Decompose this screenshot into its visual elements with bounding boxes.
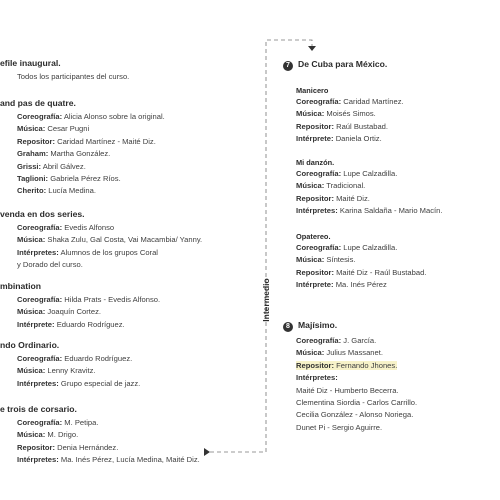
sub-item <box>283 85 500 146</box>
credit-line-content <box>17 162 86 171</box>
credit-label: Repositor: <box>296 267 334 277</box>
credit-line-content <box>17 235 202 244</box>
credit-line-content <box>17 248 158 257</box>
credit-value: Raúl Bustabad. <box>336 121 389 131</box>
credit-value: Lucía Medina. <box>48 186 96 196</box>
credit-line-content <box>296 194 370 203</box>
credit-label: Repositor: <box>17 442 55 452</box>
credit-line-content <box>296 255 356 264</box>
credit-line-content <box>296 336 376 345</box>
credit-label: Intérpretes: <box>17 455 59 465</box>
credit-line-content <box>296 181 365 190</box>
credit-label: Música: <box>17 366 46 376</box>
credit-label: Intérpretes: <box>296 206 338 216</box>
credit-line <box>0 136 262 148</box>
credit-label: Coreografía: <box>17 354 63 363</box>
credit-label: Música: <box>17 307 46 317</box>
credit-line-content <box>17 174 121 183</box>
program-item-title: mbination <box>0 281 42 291</box>
credit-label: Taglioni: <box>17 174 49 184</box>
credit-line-content <box>17 223 114 232</box>
credit-line-content <box>17 112 165 121</box>
program-item-title: venda en dos series. <box>0 209 85 219</box>
credit-value: Martha González. <box>50 149 111 159</box>
intermedio-label: Intermedio <box>261 278 271 322</box>
credit-line <box>0 353 262 365</box>
credit-line <box>0 259 262 271</box>
credit-line <box>0 417 262 429</box>
credit-line-content <box>296 280 387 289</box>
credit-line-content <box>296 410 413 419</box>
credit-value: Ma. Inés Pérez, Lucía Medina, Maité Diz. <box>60 455 200 465</box>
credit-line <box>283 397 500 409</box>
credit-line-content <box>17 455 200 464</box>
credit-value: Denia Hernández. <box>57 442 119 452</box>
credit-value: Caridad Martínez. <box>343 97 404 106</box>
credit-line-content <box>296 373 338 382</box>
credit-line-content <box>296 243 397 252</box>
credit-line-content <box>296 361 397 370</box>
credit-label: Música: <box>17 124 46 134</box>
credit-label: Intérprete: <box>296 134 334 144</box>
program-item-title: efile inaugural. <box>0 58 61 68</box>
credit-line <box>283 254 500 266</box>
credit-label: Intérpretes: <box>17 378 59 388</box>
credit-text: Maité Diz - Humberto Becerra. <box>296 385 399 395</box>
credit-value: Moisés Simos. <box>326 109 376 119</box>
sub-item <box>283 157 500 218</box>
credit-line-content <box>296 169 397 178</box>
credit-label: Música: <box>296 348 325 358</box>
credit-line <box>283 279 500 291</box>
credit-value: Lupe Calzadilla. <box>343 169 398 178</box>
credit-line <box>0 185 262 197</box>
program-item <box>0 340 262 390</box>
credit-line-content <box>17 72 129 81</box>
credit-line <box>283 168 500 180</box>
credit-line-content <box>17 443 118 452</box>
credit-value: Gabriela Pérez Ríos. <box>50 174 121 184</box>
credit-line <box>0 294 262 306</box>
credit-line-content <box>17 124 89 133</box>
credit-line <box>0 319 262 331</box>
credit-line <box>0 429 262 441</box>
credit-value: Ma. Inés Pérez <box>335 280 387 290</box>
credit-label: Coreografía: <box>17 295 63 304</box>
program-item-title: and pas de quatre. <box>0 98 76 108</box>
credit-value: Alumnos de los grupos Coral <box>60 247 158 257</box>
program-item-title: ndo Ordinario. <box>0 340 60 350</box>
credit-text: Todos los participantes del curso. <box>17 72 130 81</box>
credit-label: Coreografía: <box>296 243 342 252</box>
credit-value: Julius Massanet. <box>326 348 383 358</box>
credit-value: Daniela Ortiz. <box>335 134 382 144</box>
program-item <box>0 209 262 272</box>
credit-line-content <box>296 122 388 131</box>
credit-label: Coreografía: <box>17 418 63 427</box>
program-item <box>0 404 262 467</box>
credit-line <box>0 442 262 454</box>
program-item-title <box>283 59 500 71</box>
credit-line <box>0 454 262 466</box>
credit-line-content <box>17 320 125 329</box>
credit-line <box>283 360 500 372</box>
credit-value: Fernando Jhones. <box>336 360 398 370</box>
credit-text: y Dorado del curso. <box>17 260 83 270</box>
sub-item-title: Mi danzón. <box>296 158 335 167</box>
credit-value: Grupo especial de jazz. <box>60 378 141 388</box>
credit-line <box>0 378 262 390</box>
connector-top-arrow <box>308 46 316 51</box>
credit-line <box>283 385 500 397</box>
credit-label: Música: <box>296 255 325 265</box>
credit-line-content <box>17 366 96 375</box>
credit-line <box>283 121 500 133</box>
program-item-7 <box>283 59 500 71</box>
credit-label: Intérprete: <box>296 280 334 290</box>
credit-line <box>0 306 262 318</box>
credit-line <box>283 96 500 108</box>
sub-item-title: Manicero <box>296 86 329 95</box>
credit-label: Música: <box>296 181 325 191</box>
credit-line <box>0 247 262 259</box>
credit-value: Lenny Kravitz. <box>47 366 96 376</box>
credit-line <box>0 111 262 123</box>
credit-text: Dunet Pi - Sergio Aguirre. <box>296 422 383 432</box>
credit-line-content <box>296 386 399 395</box>
credit-line <box>283 205 500 217</box>
credit-line <box>283 133 500 145</box>
credit-value: Karina Saldaña - Mario Macín. <box>339 206 443 216</box>
item-title-text: De Cuba para México. <box>298 59 388 69</box>
credit-line <box>0 234 262 246</box>
credit-line-content <box>296 348 383 357</box>
credit-value: Lupe Calzadilla. <box>343 243 398 252</box>
credit-label: Intérprete: <box>17 319 55 329</box>
credit-line <box>0 123 262 135</box>
item-title-text: Majísimo. <box>298 320 338 330</box>
credit-line <box>0 173 262 185</box>
credit-line-content <box>17 418 98 427</box>
credit-line <box>283 180 500 192</box>
credit-value: Maité Diz - Raúl Bustabad. <box>336 267 427 277</box>
credit-label: Música: <box>17 235 46 245</box>
credit-line <box>283 108 500 120</box>
credit-label: Repositor: <box>17 136 55 146</box>
credit-line-content <box>17 307 101 316</box>
credit-label: Coreografía: <box>296 336 342 345</box>
credit-line-content <box>296 268 426 277</box>
credit-line-content <box>17 186 96 195</box>
credit-value: Abril Gálvez. <box>42 161 86 171</box>
credit-value: Eduardo Rodríguez. <box>56 319 125 329</box>
program-item-title: e trois de corsario. <box>0 404 77 414</box>
credit-line-content <box>17 260 83 269</box>
credit-text: Cecilia González - Alonso Noriega. <box>296 410 414 420</box>
program-item-8 <box>283 320 500 434</box>
item-number-badge: 7 <box>283 61 293 71</box>
credit-value: Joaquín Cortez. <box>47 307 102 317</box>
credit-label: Coreografía: <box>296 97 342 106</box>
credit-value: Shaka Zulu, Gal Costa, Vai Macambia/ Yanny. <box>47 235 203 245</box>
credit-value: M. Petipa. <box>64 418 99 427</box>
credit-line <box>0 222 262 234</box>
credit-label: Coreografía: <box>17 112 63 121</box>
credit-value: Síntesis. <box>326 255 356 265</box>
credit-line-content <box>17 149 110 158</box>
program-item <box>0 58 262 83</box>
credit-label: Coreografía: <box>17 223 63 232</box>
credit-line <box>0 161 262 173</box>
credit-line-content <box>17 354 132 363</box>
program-item <box>0 281 262 331</box>
item-number-badge: 8 <box>283 322 293 332</box>
program-item <box>0 98 262 198</box>
credit-line-content <box>17 137 156 146</box>
credit-line-content <box>296 109 376 118</box>
credit-line <box>283 422 500 434</box>
credit-value: M. Drigo. <box>47 430 79 440</box>
credit-label: Repositor: <box>296 360 334 370</box>
sub-item <box>283 231 500 292</box>
program-item-title <box>283 320 500 332</box>
credit-value: Hilda Prats - Evedis Alfonso. <box>64 295 161 304</box>
credit-line-content <box>17 379 140 388</box>
credit-line <box>283 409 500 421</box>
credit-line-content <box>296 97 404 106</box>
credit-value: J. García. <box>343 336 377 345</box>
credit-label: Música: <box>17 430 46 440</box>
credit-value: Eduardo Rodríguez. <box>64 354 133 363</box>
credit-value: Tradicional. <box>326 181 366 191</box>
credit-value: Evedis Alfonso <box>64 223 115 232</box>
credit-value: Caridad Martínez - Maité Diz. <box>57 136 156 146</box>
credit-label: Repositor: <box>296 193 334 203</box>
credit-label: Música: <box>296 109 325 119</box>
credit-line-content <box>17 295 160 304</box>
credit-line <box>283 267 500 279</box>
credit-line <box>283 242 500 254</box>
credit-value: Maité Diz. <box>336 193 370 203</box>
credit-line <box>283 347 500 359</box>
credit-line-content <box>296 423 382 432</box>
credit-line <box>283 193 500 205</box>
credit-line-content <box>17 430 78 439</box>
credit-line <box>0 71 262 83</box>
credit-line <box>0 365 262 377</box>
credit-line-content <box>296 206 442 215</box>
credit-line <box>0 148 262 160</box>
credit-label: Graham: <box>17 149 49 159</box>
credit-value: Alicia Alonso sobre la original. <box>63 112 165 121</box>
credit-line-content <box>296 134 382 143</box>
credit-label: Intérpretes: <box>296 373 338 383</box>
sub-item-title: Opatereo. <box>296 232 331 241</box>
credit-line-content <box>296 398 417 407</box>
credit-label: Grissi: <box>17 161 42 171</box>
credit-line <box>283 372 500 384</box>
credit-value: Cesar Pugni <box>47 124 90 134</box>
credit-text: Clementina Siordia - Carlos Carrillo. <box>296 398 418 408</box>
credit-label: Coreografía: <box>296 169 342 178</box>
credit-label: Cherito: <box>17 186 47 196</box>
credit-line <box>283 335 500 347</box>
credit-label: Repositor: <box>296 121 334 131</box>
credit-label: Intérpretes: <box>17 247 59 257</box>
